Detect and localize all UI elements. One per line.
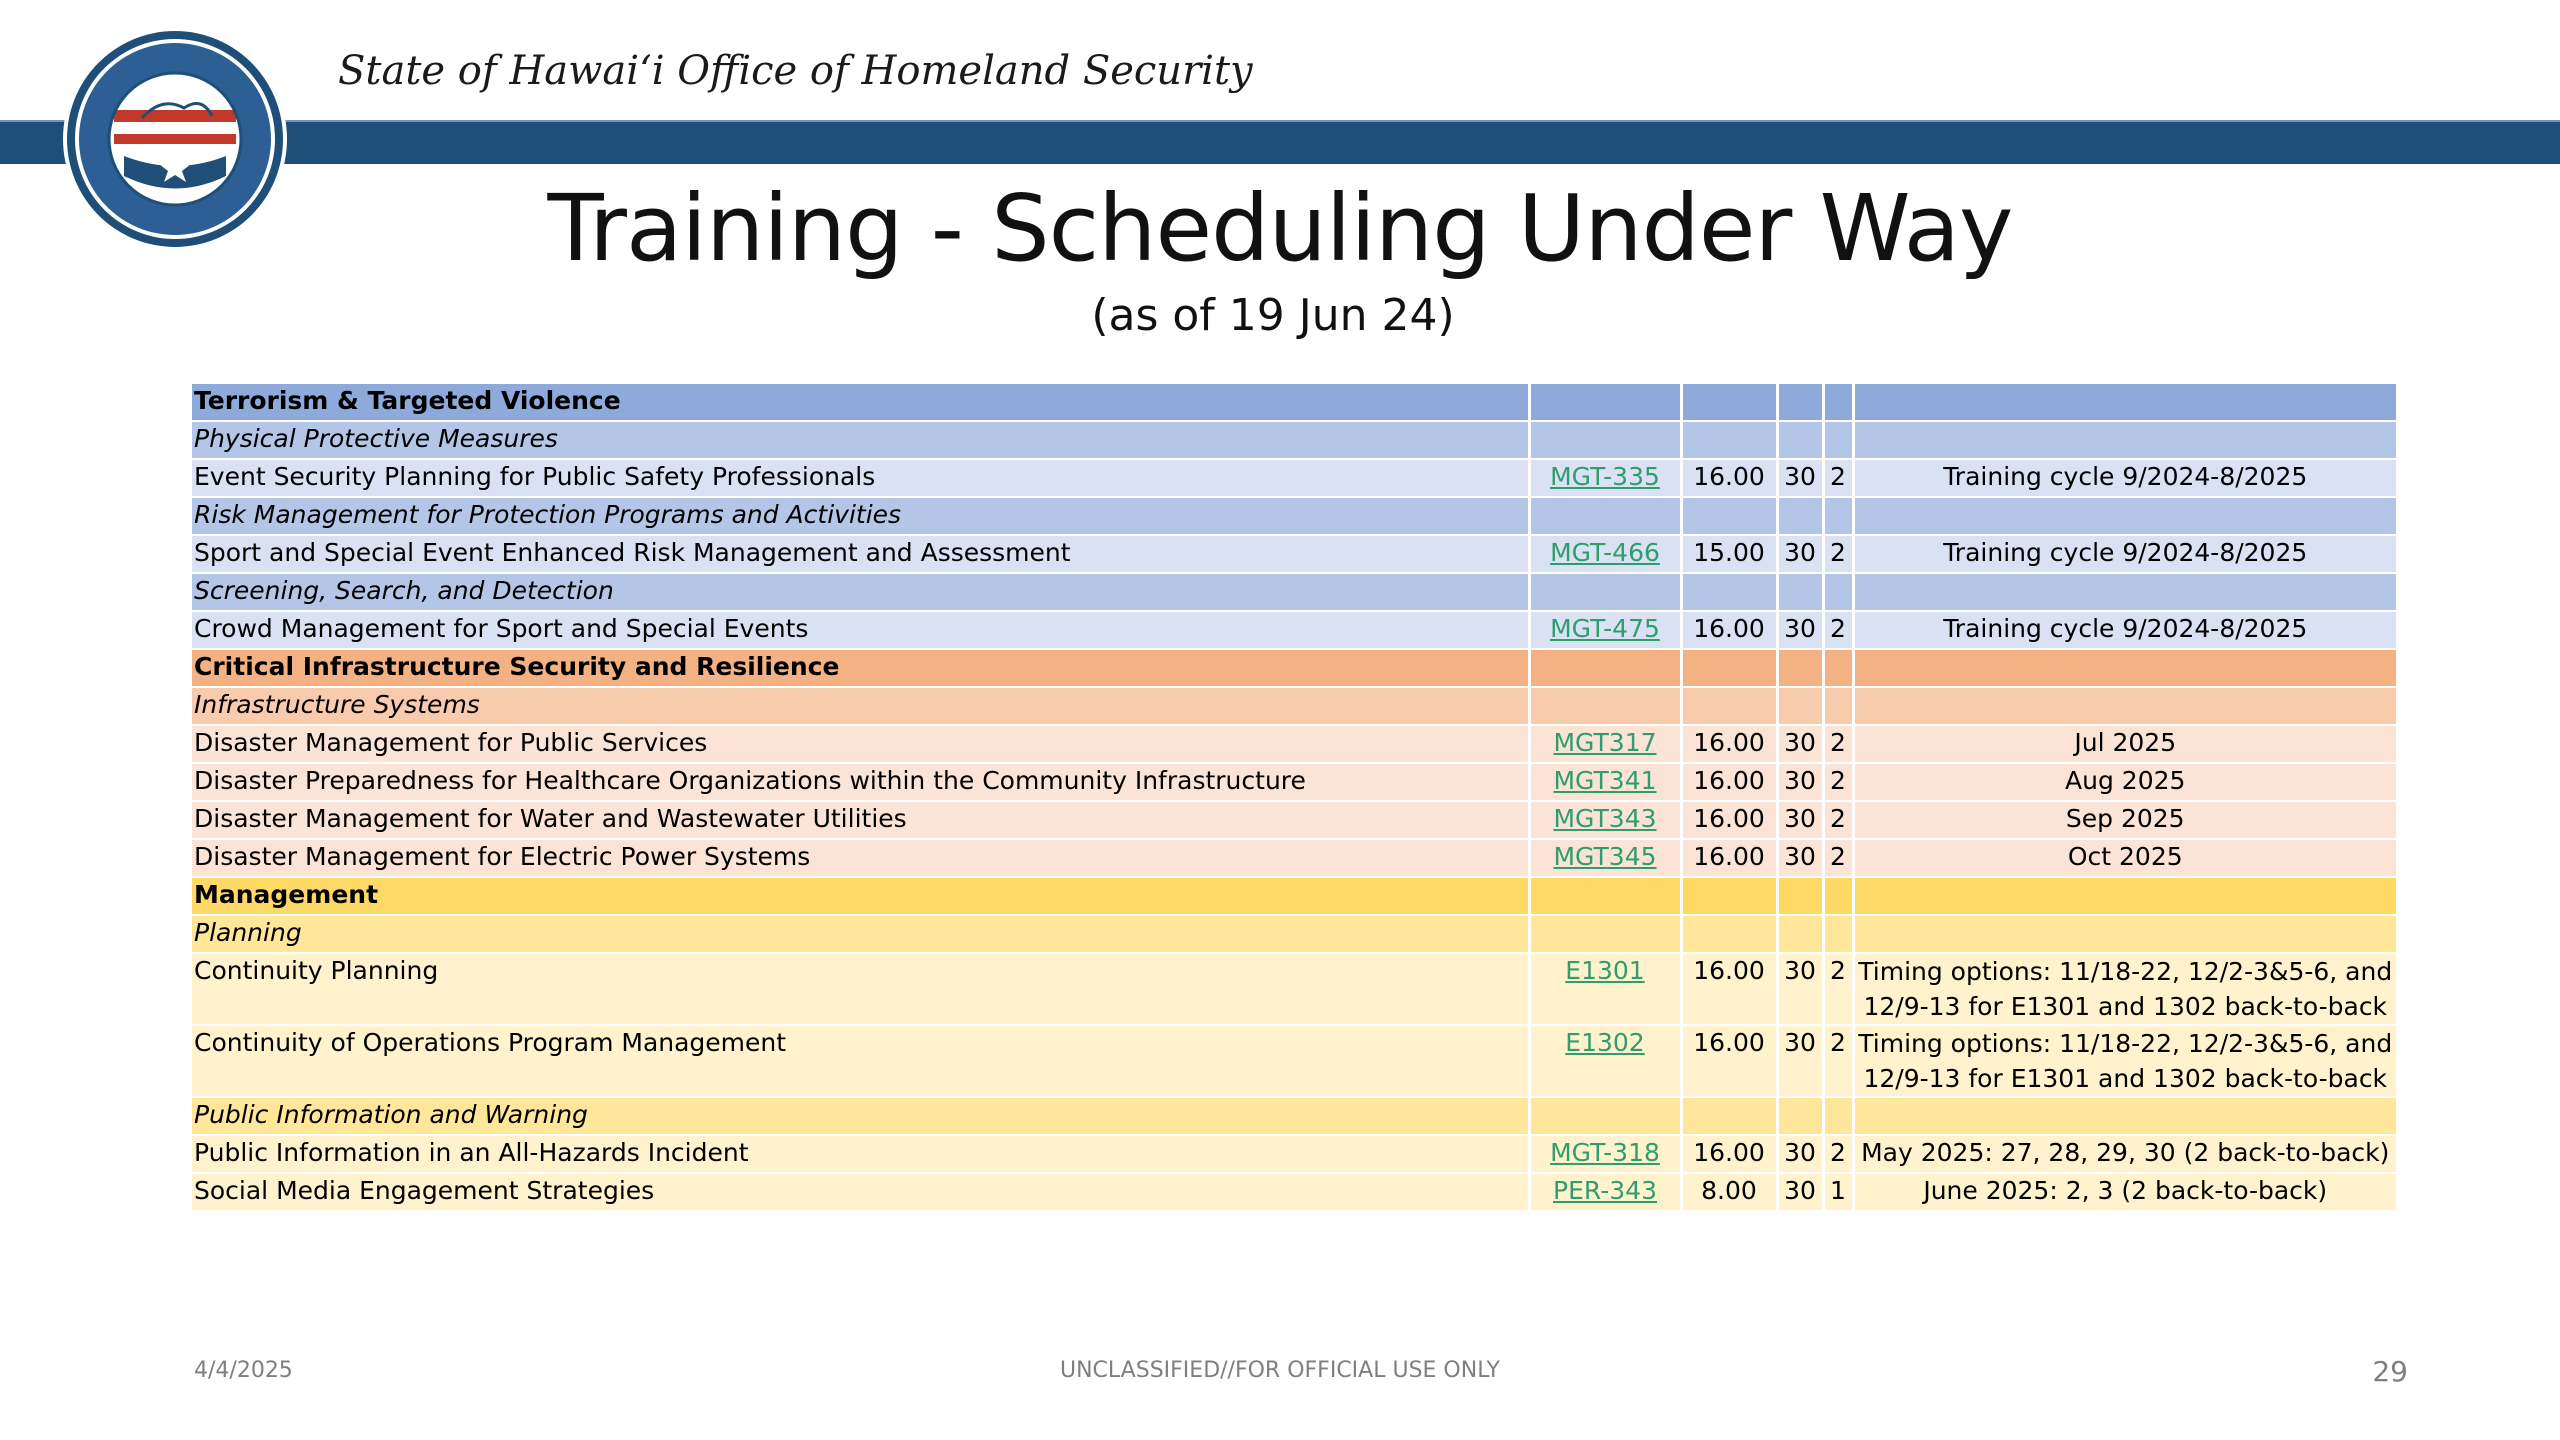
course-hours: 16.00 [1681, 1135, 1777, 1173]
course-capacity: 30 [1777, 1025, 1823, 1097]
table-row [192, 953, 2396, 1025]
course-code-link[interactable]: MGT341 [1553, 766, 1657, 795]
course-days: 2 [1823, 459, 1853, 497]
course-hours: 8.00 [1681, 1173, 1777, 1211]
schedule-note: Timing options: 11/18-22, 12/2-3&5-6, and 12/9-13 for E1301 and 1302 back-to-back [1853, 953, 2396, 1025]
course-title: Event Security Planning for Public Safety Professionals [192, 459, 1529, 497]
course-code-link[interactable]: MGT317 [1553, 728, 1657, 757]
empty-cell [1529, 687, 1681, 725]
course-code-link[interactable]: PER-343 [1553, 1176, 1657, 1205]
course-hours: 16.00 [1681, 839, 1777, 877]
course-days: 2 [1823, 839, 1853, 877]
table-row [192, 725, 2396, 763]
schedule-note: May 2025: 27, 28, 29, 30 (2 back-to-back) [1853, 1135, 2396, 1173]
course-code-link[interactable]: MGT-466 [1550, 538, 1660, 567]
empty-cell [1823, 649, 1853, 687]
empty-cell [1853, 915, 2396, 953]
table-row [192, 1025, 2396, 1097]
empty-cell [1529, 497, 1681, 535]
empty-cell [1777, 573, 1823, 611]
subcategory-label: Physical Protective Measures [192, 421, 1529, 459]
subcategory-row [192, 687, 2396, 725]
table-row [192, 459, 2396, 497]
empty-cell [1853, 877, 2396, 915]
empty-cell [1777, 649, 1823, 687]
subcategory-label: Infrastructure Systems [192, 687, 1529, 725]
empty-cell [1823, 687, 1853, 725]
course-capacity: 30 [1777, 459, 1823, 497]
empty-cell [1777, 421, 1823, 459]
empty-cell [1823, 421, 1853, 459]
course-capacity: 30 [1777, 725, 1823, 763]
header-band [0, 122, 2560, 164]
course-title: Disaster Preparedness for Healthcare Organizations within the Community Infrastructure [192, 763, 1529, 801]
empty-cell [1529, 649, 1681, 687]
slide-subtitle: (as of 19 Jun 24) [1091, 290, 1455, 341]
course-code-link[interactable]: MGT-335 [1550, 462, 1660, 491]
footer-date: 4/4/2025 [194, 1358, 293, 1383]
empty-cell [1853, 384, 2396, 421]
empty-cell [1853, 497, 2396, 535]
course-code-link[interactable]: E1302 [1565, 1028, 1645, 1057]
empty-cell [1777, 497, 1823, 535]
schedule-note: Training cycle 9/2024-8/2025 [1853, 611, 2396, 649]
empty-cell [1529, 915, 1681, 953]
course-code-link[interactable]: MGT345 [1553, 842, 1657, 871]
empty-cell [1777, 384, 1823, 421]
empty-cell [1777, 877, 1823, 915]
empty-cell [1681, 1097, 1777, 1135]
empty-cell [1777, 687, 1823, 725]
course-days: 2 [1823, 801, 1853, 839]
category-row [192, 384, 2396, 421]
course-hours: 16.00 [1681, 725, 1777, 763]
schedule-note: Training cycle 9/2024-8/2025 [1853, 535, 2396, 573]
course-title: Continuity Planning [192, 953, 1529, 1025]
course-code-link[interactable]: MGT-318 [1550, 1138, 1660, 1167]
empty-cell [1681, 421, 1777, 459]
category-row [192, 649, 2396, 687]
subcategory-label: Screening, Search, and Detection [192, 573, 1529, 611]
subcategory-row [192, 573, 2396, 611]
course-days: 2 [1823, 611, 1853, 649]
schedule-note: June 2025: 2, 3 (2 back-to-back) [1853, 1173, 2396, 1211]
empty-cell [1529, 384, 1681, 421]
course-days: 2 [1823, 1025, 1853, 1097]
course-code-link[interactable]: MGT343 [1553, 804, 1657, 833]
empty-cell [1777, 1097, 1823, 1135]
course-hours: 16.00 [1681, 953, 1777, 1025]
empty-cell [1681, 497, 1777, 535]
course-capacity: 30 [1777, 953, 1823, 1025]
course-code-link[interactable]: MGT-475 [1550, 614, 1660, 643]
empty-cell [1853, 421, 2396, 459]
course-days: 2 [1823, 953, 1853, 1025]
empty-cell [1529, 421, 1681, 459]
course-hours: 15.00 [1681, 535, 1777, 573]
table-row [192, 611, 2396, 649]
course-capacity: 30 [1777, 1173, 1823, 1211]
empty-cell [1777, 915, 1823, 953]
subcategory-row [192, 1097, 2396, 1135]
empty-cell [1681, 877, 1777, 915]
course-days: 2 [1823, 763, 1853, 801]
training-schedule-table [192, 384, 2396, 1212]
course-title: Continuity of Operations Program Management [192, 1025, 1529, 1097]
empty-cell [1823, 384, 1853, 421]
course-title: Disaster Management for Public Services [192, 725, 1529, 763]
course-hours: 16.00 [1681, 1025, 1777, 1097]
empty-cell [1853, 1097, 2396, 1135]
table-row [192, 535, 2396, 573]
course-hours: 16.00 [1681, 611, 1777, 649]
page-number: 29 [2372, 1355, 2408, 1388]
course-title: Disaster Management for Water and Wastewater Utilities [192, 801, 1529, 839]
organization-title: State of Hawaiʻi Office of Homeland Security [338, 48, 1253, 94]
subcategory-label: Planning [192, 915, 1529, 953]
subcategory-label: Risk Management for Protection Programs and Activities [192, 497, 1529, 535]
empty-cell [1823, 915, 1853, 953]
empty-cell [1853, 687, 2396, 725]
schedule-note: Training cycle 9/2024-8/2025 [1853, 459, 2396, 497]
course-days: 1 [1823, 1173, 1853, 1211]
empty-cell [1529, 877, 1681, 915]
course-title: Disaster Management for Electric Power Systems [192, 839, 1529, 877]
empty-cell [1681, 915, 1777, 953]
category-label: Terrorism & Targeted Violence [192, 384, 1529, 421]
empty-cell [1681, 687, 1777, 725]
schedule-note: Aug 2025 [1853, 763, 2396, 801]
subcategory-row [192, 497, 2396, 535]
table-row [192, 1173, 2396, 1211]
course-hours: 16.00 [1681, 801, 1777, 839]
empty-cell [1853, 573, 2396, 611]
empty-cell [1529, 573, 1681, 611]
subcategory-row [192, 421, 2396, 459]
course-title: Crowd Management for Sport and Special Events [192, 611, 1529, 649]
table-row [192, 839, 2396, 877]
course-capacity: 30 [1777, 535, 1823, 573]
course-capacity: 30 [1777, 1135, 1823, 1173]
course-days: 2 [1823, 535, 1853, 573]
course-days: 2 [1823, 1135, 1853, 1173]
course-capacity: 30 [1777, 763, 1823, 801]
empty-cell [1823, 573, 1853, 611]
course-capacity: 30 [1777, 839, 1823, 877]
slide-title: Training - Scheduling Under Way [547, 175, 2013, 282]
schedule-note: Sep 2025 [1853, 801, 2396, 839]
schedule-note: Jul 2025 [1853, 725, 2396, 763]
category-label: Critical Infrastructure Security and Resilience [192, 649, 1529, 687]
course-hours: 16.00 [1681, 763, 1777, 801]
course-title: Public Information in an All-Hazards Incident [192, 1135, 1529, 1173]
table-row [192, 1135, 2396, 1173]
footer-classification: UNCLASSIFIED//FOR OFFICIAL USE ONLY [1060, 1358, 1500, 1383]
category-label: Management [192, 877, 1529, 915]
course-code-link[interactable]: E1301 [1565, 956, 1645, 985]
course-title: Sport and Special Event Enhanced Risk Management and Assessment [192, 535, 1529, 573]
schedule-note: Timing options: 11/18-22, 12/2-3&5-6, and 12/9-13 for E1301 and 1302 back-to-back [1853, 1025, 2396, 1097]
empty-cell [1823, 877, 1853, 915]
empty-cell [1823, 497, 1853, 535]
subcategory-label: Public Information and Warning [192, 1097, 1529, 1135]
schedule-note: Oct 2025 [1853, 839, 2396, 877]
course-title: Social Media Engagement Strategies [192, 1173, 1529, 1211]
table-row [192, 801, 2396, 839]
empty-cell [1529, 1097, 1681, 1135]
course-hours: 16.00 [1681, 459, 1777, 497]
empty-cell [1681, 649, 1777, 687]
table-row [192, 763, 2396, 801]
empty-cell [1853, 649, 2396, 687]
empty-cell [1681, 573, 1777, 611]
course-capacity: 30 [1777, 611, 1823, 649]
subcategory-row [192, 915, 2396, 953]
empty-cell [1823, 1097, 1853, 1135]
empty-cell [1681, 384, 1777, 421]
course-capacity: 30 [1777, 801, 1823, 839]
category-row [192, 877, 2396, 915]
course-days: 2 [1823, 725, 1853, 763]
